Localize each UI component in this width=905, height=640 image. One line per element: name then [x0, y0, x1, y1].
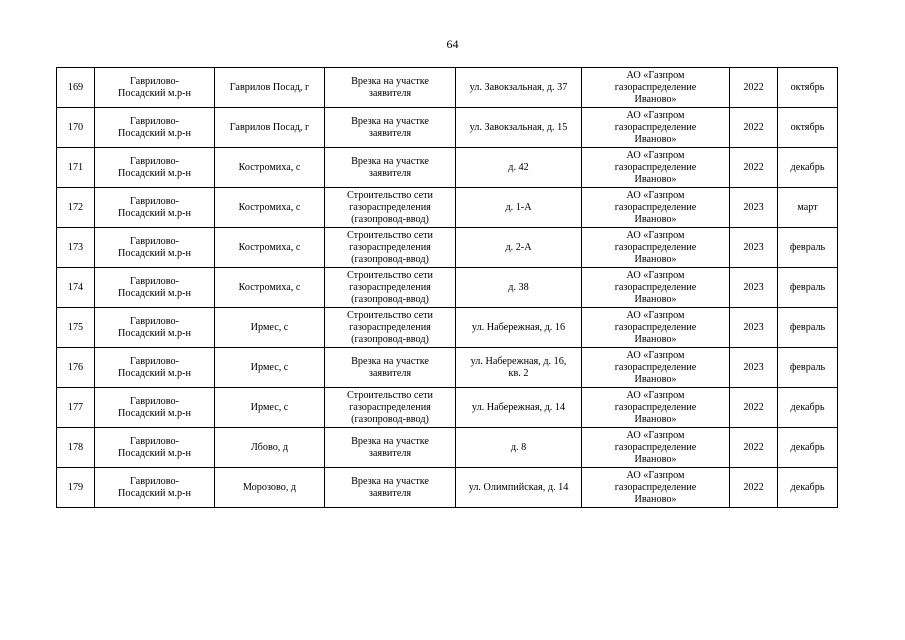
month-cell: декабрь: [778, 388, 838, 428]
organization-cell: АО «Газпром газораспределение Иваново»: [582, 108, 730, 148]
month-cell: февраль: [778, 268, 838, 308]
table-row: [57, 268, 838, 308]
row-number-cell: 174: [57, 268, 95, 308]
row-number-cell: 169: [57, 68, 95, 108]
month-cell: декабрь: [778, 148, 838, 188]
table-row: [57, 68, 838, 108]
locality-cell: Костромиха, с: [215, 228, 325, 268]
locality-cell: Ирмес, с: [215, 388, 325, 428]
year-cell: 2022: [730, 468, 778, 508]
district-cell: Гаврилово- Посадский м.р-н: [95, 268, 215, 308]
row-number-cell: 170: [57, 108, 95, 148]
row-number-cell: 176: [57, 348, 95, 388]
district-cell: Гаврилово- Посадский м.р-н: [95, 388, 215, 428]
table-row: [57, 228, 838, 268]
work-type-cell: Строительство сети газораспределения (газопровод-ввод): [325, 388, 456, 428]
address-cell: д. 1-А: [456, 188, 582, 228]
organization-cell: АО «Газпром газораспределение Иваново»: [582, 188, 730, 228]
table-row: [57, 308, 838, 348]
work-type-cell: Строительство сети газораспределения (газопровод-ввод): [325, 308, 456, 348]
work-type-cell: Строительство сети газораспределения (газопровод-ввод): [325, 228, 456, 268]
year-cell: 2023: [730, 348, 778, 388]
work-type-cell: Врезка на участке заявителя: [325, 68, 456, 108]
table-row: [57, 348, 838, 388]
work-type-cell: Врезка на участке заявителя: [325, 348, 456, 388]
district-cell: Гаврилово- Посадский м.р-н: [95, 428, 215, 468]
table-row: [57, 148, 838, 188]
organization-cell: АО «Газпром газораспределение Иваново»: [582, 148, 730, 188]
organization-cell: АО «Газпром газораспределение Иваново»: [582, 308, 730, 348]
organization-cell: АО «Газпром газораспределение Иваново»: [582, 428, 730, 468]
year-cell: 2023: [730, 308, 778, 348]
row-number-cell: 172: [57, 188, 95, 228]
year-cell: 2022: [730, 148, 778, 188]
year-cell: 2023: [730, 268, 778, 308]
locality-cell: Ирмес, с: [215, 348, 325, 388]
district-cell: Гаврилово- Посадский м.р-н: [95, 308, 215, 348]
table-row: [57, 428, 838, 468]
organization-cell: АО «Газпром газораспределение Иваново»: [582, 228, 730, 268]
month-cell: февраль: [778, 228, 838, 268]
organization-cell: АО «Газпром газораспределение Иваново»: [582, 388, 730, 428]
year-cell: 2023: [730, 228, 778, 268]
district-cell: Гаврилово- Посадский м.р-н: [95, 348, 215, 388]
table-row: [57, 188, 838, 228]
address-cell: ул. Набережная, д. 16: [456, 308, 582, 348]
month-cell: октябрь: [778, 108, 838, 148]
year-cell: 2022: [730, 108, 778, 148]
work-type-cell: Строительство сети газораспределения (газопровод-ввод): [325, 268, 456, 308]
address-cell: ул. Завокзальная, д. 15: [456, 108, 582, 148]
address-cell: ул. Набережная, д. 16, кв. 2: [456, 348, 582, 388]
address-cell: ул. Олимпийская, д. 14: [456, 468, 582, 508]
row-number-cell: 171: [57, 148, 95, 188]
row-number-cell: 175: [57, 308, 95, 348]
month-cell: октябрь: [778, 68, 838, 108]
page-number: 64: [446, 37, 459, 51]
district-cell: Гаврилово- Посадский м.р-н: [95, 228, 215, 268]
organization-cell: АО «Газпром газораспределение Иваново»: [582, 348, 730, 388]
organization-cell: АО «Газпром газораспределение Иваново»: [582, 268, 730, 308]
address-cell: ул. Завокзальная, д. 37: [456, 68, 582, 108]
row-number-cell: 173: [57, 228, 95, 268]
gas-connection-table: [56, 67, 838, 508]
row-number-cell: 178: [57, 428, 95, 468]
table-row: [57, 108, 838, 148]
year-cell: 2022: [730, 428, 778, 468]
address-cell: д. 38: [456, 268, 582, 308]
locality-cell: Костромиха, с: [215, 268, 325, 308]
district-cell: Гаврилово- Посадский м.р-н: [95, 468, 215, 508]
table-row: [57, 468, 838, 508]
work-type-cell: Врезка на участке заявителя: [325, 148, 456, 188]
address-cell: ул. Набережная, д. 14: [456, 388, 582, 428]
month-cell: декабрь: [778, 468, 838, 508]
locality-cell: Гаврилов Посад, г: [215, 108, 325, 148]
locality-cell: Лбово, д: [215, 428, 325, 468]
locality-cell: Гаврилов Посад, г: [215, 68, 325, 108]
work-type-cell: Врезка на участке заявителя: [325, 428, 456, 468]
address-cell: д. 8: [456, 428, 582, 468]
month-cell: декабрь: [778, 428, 838, 468]
organization-cell: АО «Газпром газораспределение Иваново»: [582, 68, 730, 108]
row-number-cell: 179: [57, 468, 95, 508]
locality-cell: Костромиха, с: [215, 148, 325, 188]
locality-cell: Ирмес, с: [215, 308, 325, 348]
year-cell: 2022: [730, 68, 778, 108]
work-type-cell: Врезка на участке заявителя: [325, 108, 456, 148]
row-number-cell: 177: [57, 388, 95, 428]
district-cell: Гаврилово- Посадский м.р-н: [95, 148, 215, 188]
district-cell: Гаврилово- Посадский м.р-н: [95, 108, 215, 148]
locality-cell: Морозово, д: [215, 468, 325, 508]
table-body: [57, 68, 838, 508]
district-cell: Гаврилово- Посадский м.р-н: [95, 68, 215, 108]
work-type-cell: Строительство сети газораспределения (газопровод-ввод): [325, 188, 456, 228]
month-cell: март: [778, 188, 838, 228]
table-row: [57, 388, 838, 428]
district-cell: Гаврилово- Посадский м.р-н: [95, 188, 215, 228]
address-cell: д. 2-А: [456, 228, 582, 268]
locality-cell: Костромиха, с: [215, 188, 325, 228]
work-type-cell: Врезка на участке заявителя: [325, 468, 456, 508]
year-cell: 2022: [730, 388, 778, 428]
month-cell: февраль: [778, 308, 838, 348]
organization-cell: АО «Газпром газораспределение Иваново»: [582, 468, 730, 508]
year-cell: 2023: [730, 188, 778, 228]
month-cell: февраль: [778, 348, 838, 388]
address-cell: д. 42: [456, 148, 582, 188]
